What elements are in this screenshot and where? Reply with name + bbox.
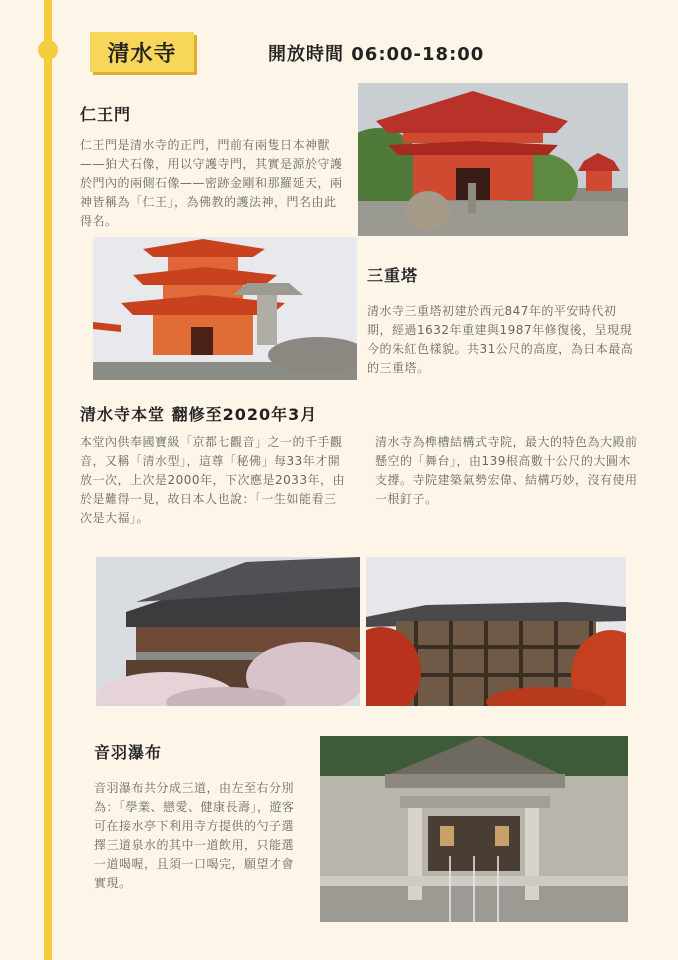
otowa-text: 音羽瀑布共分成三道，由左至右分別為：「學業、戀愛、健康長壽」，遊客可在接水亭下利用寺方提供的勺子選擇三道泉水的其中一道飲用，只能選一道喝喔，且須一口喝完，願望才會實現。 <box>94 781 295 890</box>
main-hall-photo <box>96 557 360 706</box>
timeline-dot <box>38 40 58 60</box>
otowa-heading: 音羽瀑布 <box>94 743 163 762</box>
otowa-photo <box>320 736 628 922</box>
pagoda-photo <box>93 237 357 380</box>
main-hall-text-left: 本堂內供奉國寶級「京都七觀音」之一的千手觀音，又稱「清水型」，這尊「秘佛」每33年才開放一次，上次是2000年，下次應是2033年，由於是難得一見，故日本人也說：「一生如能看三次是大福」。 <box>80 435 346 525</box>
main-hall-text-right: 清水寺為榫槽結構式寺院，最大的特色為大殿前懸空的「舞台」，由139根高數十公尺的大圓木支撐。寺院建築氣勢宏偉、結構巧妙，沒有使用一根釘子。 <box>375 435 638 506</box>
niomon-text: 仁王門是清水寺的正門，門前有兩隻日本神獸——狛犬石像，用以守護寺門，其實是源於守護於門內的兩側石像——密跡金剛和那羅延天，兩神皆稱為「仁王」，為佛教的護法神，門名由此得名。 <box>80 138 343 228</box>
stage-photo <box>366 557 626 706</box>
page-title: 清水寺 <box>90 32 194 72</box>
pagoda-text: 清水寺三重塔初建於西元847年的平安時代初期，經過1632年重建與1987年修復後，呈現現今的朱紅色樣貌。共31公尺的高度，為日本最高的三重塔。 <box>367 304 634 375</box>
opening-hours: 開放時間 06:00-18:00 <box>268 44 485 65</box>
niomon-photo <box>358 83 628 236</box>
main-hall-heading: 清水寺本堂 翻修至2020年3月 <box>80 405 318 424</box>
pagoda-heading: 三重塔 <box>367 266 419 285</box>
timeline-rail <box>44 0 52 960</box>
niomon-heading: 仁王門 <box>80 105 132 124</box>
